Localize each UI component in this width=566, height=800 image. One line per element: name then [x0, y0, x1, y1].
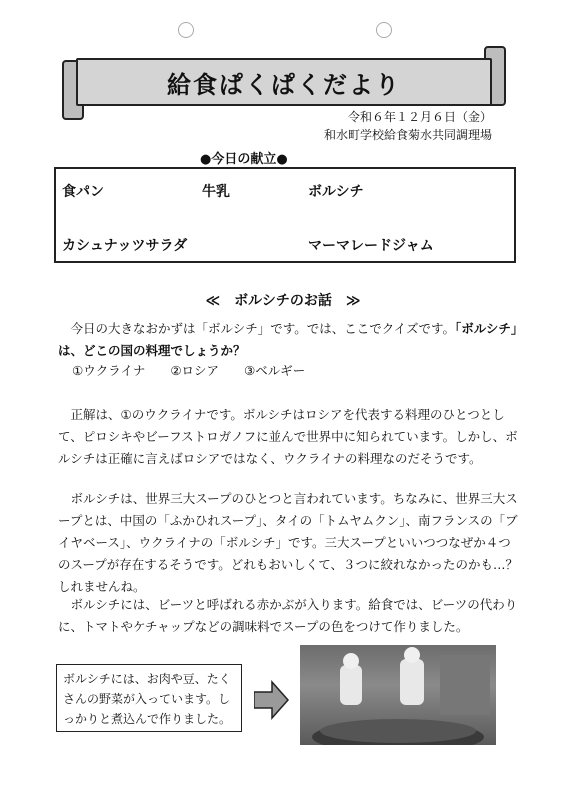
three-soups-paragraph: ボルシチは、世界三大スープのひとつと言われています。ちなみに、世界三大スープとは、中国の「ふかひれスープ」、タイの「トムヤムクン」、南フランスの「ブイヤベース」、ウクライナの「ボルシチ」です。三大スープといいつつなぜか４つのスープが存在するそうです。どれもおいしくて、３つに絞れなかったのかも…？しれませんね。: [58, 491, 519, 594]
menu-box: [54, 167, 516, 263]
newsletter-title: 給食ぱくぱくだより: [76, 58, 492, 106]
beets-paragraph: ボルシチには、ビーツと呼ばれる赤かぶが入ります。給食では、ビーツの代わりに、トマトやケチャップなどの調味料でスープの色をつけて作りました。: [58, 597, 518, 634]
menu-item: 食パン: [62, 184, 104, 200]
quiz-question: 「ボルシチ」は、どこの国の料理でしょうか？: [58, 321, 518, 358]
answer-paragraph: 正解は、①のウクライナです。ボルシチはロシアを代表する料理のひとつとして、ピロシキやビーフストロガノフに並んで世界中に知られています。しかし、ボルシチは正確に言えばロシアではなく、ウクライナの料理なのだそうです。: [58, 407, 518, 466]
menu-item: 牛乳: [202, 184, 230, 200]
punch-hole-right: [376, 22, 392, 38]
menu-item: ボルシチ: [308, 184, 364, 200]
quiz-options: ①ウクライナ ②ロシア ③ベルギー: [72, 363, 306, 378]
menu-item: マーマレードジャム: [308, 238, 434, 254]
menu-item: カシュナッツサラダ: [62, 238, 188, 254]
article-title: ≪ ボルシチのお話 ≫: [205, 293, 361, 309]
school-name: 和水町学校給食菊水共同調理場: [323, 128, 492, 142]
quiz-intro: 今日の大きなおかずは「ボルシチ」です。では、ここでクイズです。: [70, 321, 455, 336]
menu-heading: ●今日の献立●: [200, 152, 288, 167]
quiz-paragraph: [58, 318, 518, 362]
punch-hole-left: [178, 22, 194, 38]
note-box: ボルシチには、お肉や豆、たくさんの野菜が入っています。しっかりと煮込んで作りました。: [56, 664, 242, 732]
cooking-photo-illustration: [300, 645, 496, 745]
arrow-right-icon: [254, 680, 290, 720]
cooking-photo: [300, 645, 496, 745]
issue-date: 令和６年１２月６日（金）: [347, 110, 492, 124]
